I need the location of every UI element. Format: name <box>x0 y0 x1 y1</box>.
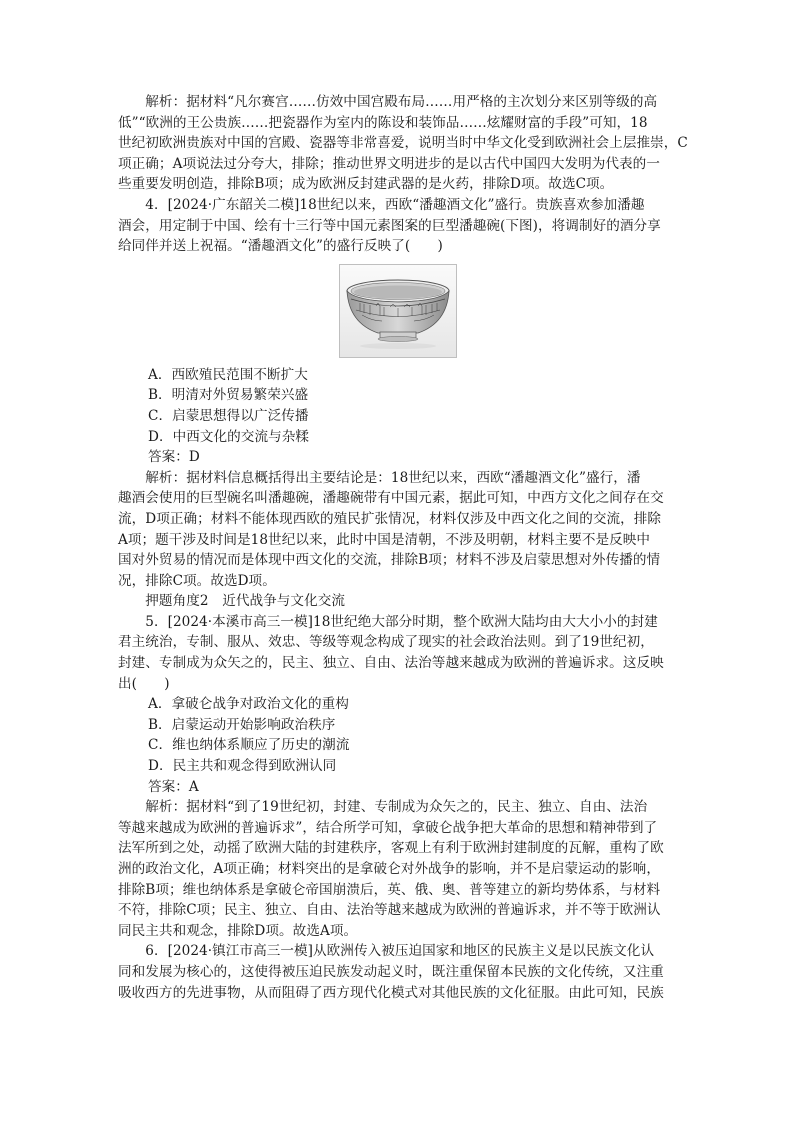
text-line: 封建、专制成为众矢之的，民主、独立、自由、法治等越来越成为欧洲的普遍诉求。这反映 <box>118 655 664 672</box>
text-line: 6．[2024·镇江市高三一模]从欧洲传入被压迫国家和地区的民族主义是以民族文化认 <box>118 943 655 960</box>
text-line: 法军所到之处，动摇了欧洲大陆的封建秩序，客观上有利于欧洲封建制度的瓦解，重构了欧 <box>118 840 664 857</box>
text-line: 世纪初欧洲贵族对中国的宫殿、瓷器等非常喜爱，说明当时中华文化受到欧洲社会上层推崇，C <box>118 135 688 152</box>
text-line: 君主统治，专制、服从、效忠、等级等观念构成了现实的社会政治法则。到了19世纪初， <box>118 634 654 651</box>
text-line: 出( ) <box>118 675 170 692</box>
text-line: 解析：据材料“凡尔赛宫……仿效中国宫殿布局……用严格的主次划分来区别等级的高 <box>118 94 658 110</box>
text-line: 解析：据材料“到了19世纪初，封建、专制成为众矢之的，民主、独立、自由、法治 <box>118 799 648 816</box>
text-line: 不符，排除C项；民主、独立、自由、法治等越来越成为欧洲的普遍诉求，并不等于欧洲认 <box>118 902 661 919</box>
text-line: 押题角度2 近代战争与文化交流 <box>118 593 345 610</box>
option-line: D．中西文化的交流与杂糅 <box>148 428 310 445</box>
text-line: 4．[2024·广东韶关二模]18世纪以来，西欧“潘趣酒文化”盛行。贵族喜欢参加潘趣 <box>118 196 645 213</box>
text-block-bottom <box>118 365 678 1003</box>
option-line: 答案：A <box>148 778 199 795</box>
text-line: 国对外贸易的情况而是体现中西文化的交流，排除B项；材料不涉及启蒙思想对外传播的情 <box>118 552 661 569</box>
punch-bowl-image <box>339 264 457 358</box>
text-line: 流，D项正确；材料不能体现西欧的殖民扩张情况，材料仅涉及中西文化之间的交流，排除 <box>118 510 662 527</box>
text-line: 趣酒会使用的巨型碗名叫潘趣碗，潘趣碗带有中国元素，据此可知，中西方文化之间存在交 <box>118 490 664 507</box>
text-line: 况，排除C项。故选D项。 <box>118 572 276 589</box>
punch-bowl-illustration <box>340 265 456 357</box>
option-line: C．启蒙思想得以广泛传播 <box>148 407 309 424</box>
option-line: B．启蒙运动开始影响政治秩序 <box>148 716 336 733</box>
text-line: 同民主共和观念，排除D项。故选A项。 <box>118 922 358 939</box>
text-line: 5．[2024·本溪市高三一模]18世纪绝大部分时期，整个欧洲大陆均由大大小小的封建 <box>118 613 658 630</box>
text-line: 吸收西方的先进事物，从而阻碍了西方现代化模式对其他民族的文化征服。由此可知，民族 <box>118 984 664 1001</box>
text-block-top <box>118 92 688 257</box>
text-line: 些重要发明创造，排除B项；成为欧洲反封建武器的是火药，排除D项。故选C项。 <box>118 176 614 193</box>
text-line: 同和发展为核心的，这使得被压迫民族发动起义时，既注重保留本民族的文化传统，又注重 <box>118 963 664 980</box>
text-line: 解析：据材料信息概括得出主要结论是：18世纪以来，西欧“潘趣酒文化”盛行，潘 <box>118 469 641 486</box>
figure-container <box>118 262 678 360</box>
option-line: A．拿破仑战争对政治文化的重构 <box>148 696 349 713</box>
text-line: 酒会，用定制于中国、绘有十三行等中国元素图案的巨型潘趣碗(下图)，将调制好的酒分享 <box>118 217 661 234</box>
text-line: 低”“欧洲的王公贵族……把瓷器作为室内的陈设和装饰品……炫耀财富的手段”可知，18 <box>118 114 648 131</box>
option-line: D．民主共和观念得到欧洲认同 <box>148 758 337 775</box>
text-line: A项；题干涉及时间是18世纪以来，此时中国是清朝，不涉及明朝，材料主要不是反映中 <box>118 531 651 548</box>
text-line: 洲的政治文化，A项正确；材料突出的是拿破仑对外战争的影响，并不是启蒙运动的影响， <box>118 861 660 877</box>
text-line: 给同伴并送上祝福。“潘趣酒文化”的盛行反映了( ) <box>118 238 443 255</box>
text-line: 等越来越成为欧洲的普遍诉求”，结合所学可知，拿破仑战争把大革命的思想和精神带到了 <box>118 819 658 836</box>
option-line: B．明清对外贸易繁荣兴盛 <box>148 387 309 404</box>
text-line: 排除B项；维也纳体系是拿破仑帝国崩溃后，英、俄、奥、普等建立的新均势体系，与材料 <box>118 881 661 898</box>
document-page <box>118 92 688 1003</box>
text-line: 项正确；A项说法过分夸大，排除；推动世界文明进步的是以古代中国四大发明为代表的一 <box>118 155 660 172</box>
option-line: 答案：D <box>148 449 200 466</box>
option-line: A．西欧殖民范围不断扩大 <box>148 366 308 383</box>
option-line: C．维也纳体系顺应了历史的潮流 <box>148 737 350 754</box>
